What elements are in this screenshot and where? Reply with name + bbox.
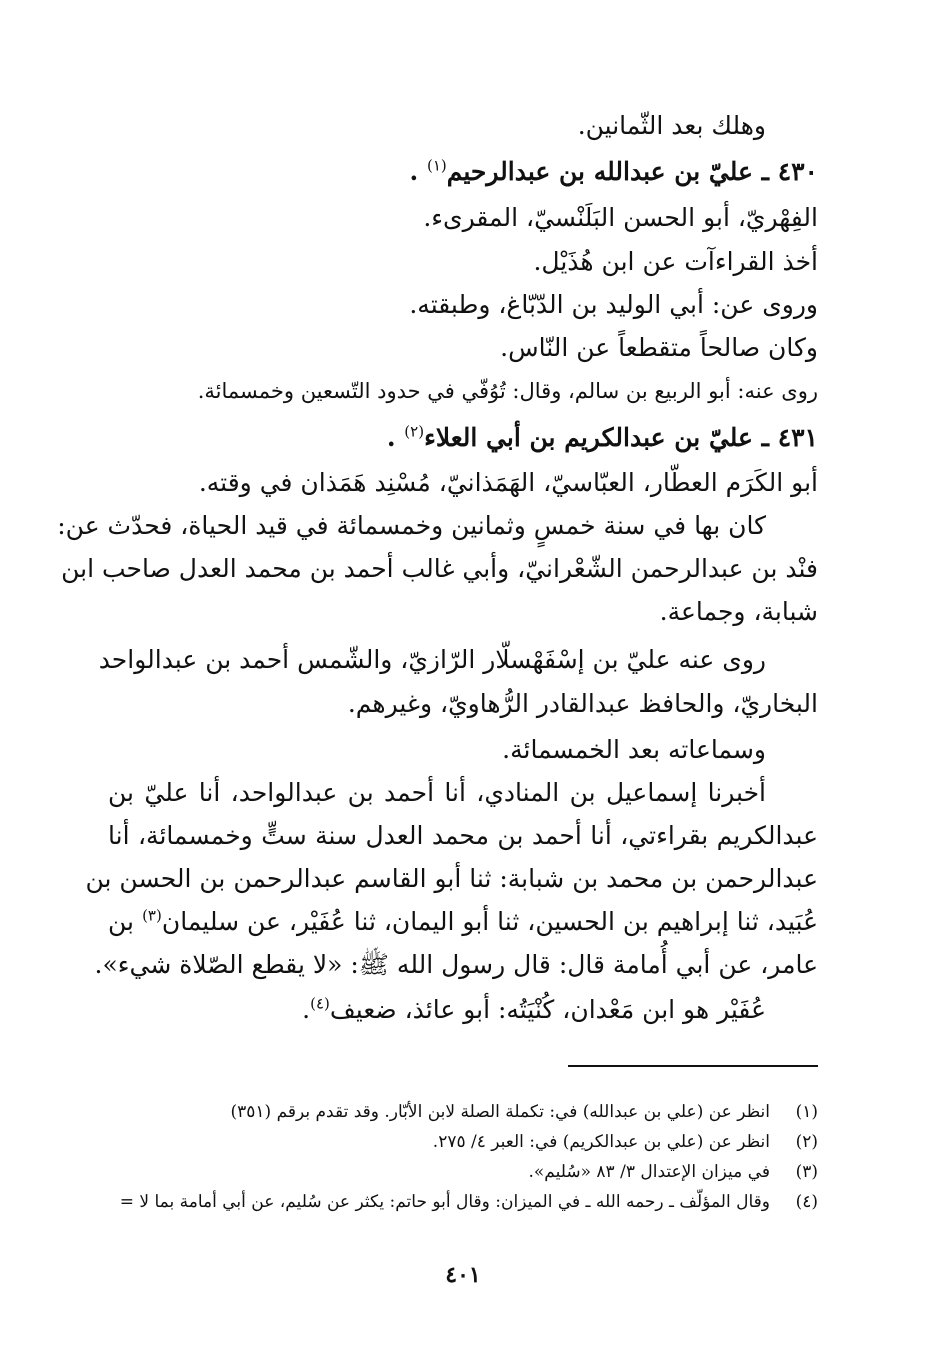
body-line: عامر، عن أبي أُمامة قال: قال رسول الله ﷺ: «لا يقطع الصّلاة شيء». — [94, 950, 818, 979]
body-line: وروى عن: أبي الوليد بن الدّبّاغ، وطبقته. — [409, 290, 818, 319]
footnote — [100, 1157, 818, 1187]
footnote-text: في ميزان الإعتدال ٣/ ٨٣ «سُليم». — [528, 1162, 770, 1182]
body-line: عبدالرحمن بن محمد بن شبابة: ثنا أبو القاسم عبدالرحمن بن الحسن بن — [85, 864, 818, 893]
footnote-ref: (٤) — [310, 994, 330, 1013]
body-line: شبابة، وجماعة. — [659, 597, 818, 626]
footnote-number: (٣) — [795, 1162, 818, 1182]
body-line: عبدالكريم بقراءتي، أنا أحمد بن محمد العدل سنة ستٍّ وخمسمائة، أنا — [108, 821, 818, 850]
body-line: وهلك بعد الثّمانين. — [577, 111, 766, 140]
footnote-ref: (٣) — [142, 906, 162, 925]
body-line: أخذ القراءآت عن ابن هُذَيْل. — [533, 247, 818, 276]
body-line: وسماعاته بعد الخمسمائة. — [502, 735, 766, 764]
footnote — [100, 1127, 818, 1157]
footnote-number: (٤) — [795, 1192, 818, 1212]
line-end-word: بن — [108, 907, 134, 936]
footnote-separator — [568, 1065, 818, 1067]
body-line: وكان صالحاً متقطعاً عن النّاس. — [500, 333, 818, 362]
body-line: كان بها في سنة خمسٍ وثمانين وخمسمائة في قيد الحياة، فحدّث عن: — [57, 511, 766, 540]
entry-heading-430: ٤٣٠ ـ عليّ بن عبدالله بن عبدالرحيم$^{(١)}$ . — [409, 156, 818, 186]
footnote-ref: (١) — [426, 156, 447, 175]
footnote-text: وقال المؤلّف ـ رحمه الله ـ في الميزان: وقال أبو حاتم: يكثر عن سُليم، عن أبي أمامة بما لا = — [119, 1192, 770, 1212]
body-line: الفِهْريّ، أبو الحسن البَلَنْسيّ، المقرىء. — [423, 203, 818, 232]
body-line: روى عنه عليّ بن إسْفَهْسلّار الرّازيّ، والشّمس أحمد بن عبدالواحد — [98, 645, 766, 674]
body-line: البخاريّ، والحافظ عبدالقادر الرُّهاويّ، وغيرهم. — [347, 689, 818, 718]
entry-title: ٤٣١ ـ عليّ بن عبدالكريم بن أبي العلاء — [424, 423, 818, 452]
page-number: ٤٠١ — [445, 1262, 481, 1288]
body-line: أبو الكَرَم العطّار، العبّاسيّ، الهَمَذانيّ، مُسْنِد هَمَذان في وقته. — [198, 468, 818, 497]
footnote — [100, 1187, 818, 1217]
footnote-number: (٢) — [795, 1132, 818, 1152]
footnote-text: انظر عن (علي بن عبدالله) في: تكملة الصلة لابن الأبّار. وقد تقدم برقم (٣٥١) — [230, 1102, 770, 1122]
body-line: روى عنه: أبو الربيع بن سالم، وقال: تُوُفّي في حدود التّسعين وخمسمائة. — [197, 379, 818, 403]
entry-heading-431: ٤٣١ ـ عليّ بن عبدالكريم بن أبي العلاء$^{(٢)}$ . — [386, 422, 818, 452]
footnote-number: (١) — [795, 1102, 818, 1122]
body-line: أخبرنا إسماعيل بن المنادي، أنا أحمد بن عبدالواحد، أنا عليّ بن — [108, 778, 766, 807]
body-line: عُفَيْر هو ابن مَعْدان، كُنْيَتُه: أبو عائذ، ضعيف$^{(٤)}$. — [302, 994, 766, 1024]
body-line: فنْد بن عبدالرحمن الشّعْرانيّ، وأبي غالب أحمد بن محمد العدل صاحب ابن — [61, 554, 818, 583]
line-text: عُبَيد، ثنا إبراهيم بن الحسين، ثنا أبو اليمان، ثنا عُفَيْر، عن سليمان$^{(٣)}$ — [142, 906, 818, 936]
footnote — [100, 1097, 818, 1127]
footnote-ref: (٢) — [404, 422, 425, 441]
body-line — [108, 902, 818, 942]
entry-title: ٤٣٠ ـ عليّ بن عبدالله بن عبدالرحيم — [446, 157, 818, 186]
footnote-text: انظر عن (علي بن عبدالكريم) في: العبر ٤/ ٢٧٥. — [432, 1132, 770, 1152]
